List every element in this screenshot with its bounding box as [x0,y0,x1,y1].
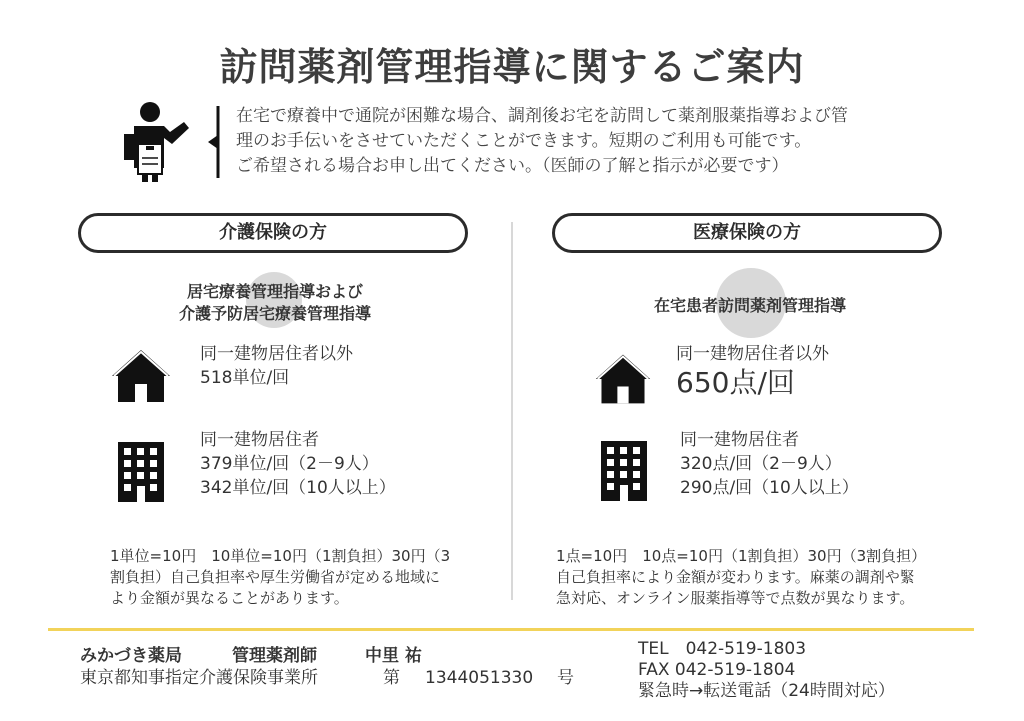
care-building-value-1: 379単位/回（2－9人） [200,454,379,474]
pharmacy-name: みかづき薬局 [80,646,182,666]
building-icon [601,441,647,501]
medical-note-line: 1点=10円 10点=10円（1割負担）30円（3割負担） [556,547,927,565]
medical-note-line: 急対応、オンライン服薬指導等で点数が異なります。 [556,589,915,607]
column-divider [511,222,513,600]
care-subtitle [120,281,430,325]
intro-text [236,104,956,179]
medical-house-value: 650点/回 [676,366,795,399]
care-building-label: 同一建物居住者 [200,430,319,450]
medical-building-value-2: 290点/回（10人以上） [680,478,859,498]
medical-insurance-header: 医療保険の方 [552,213,942,253]
speech-pointer-icon [208,106,224,178]
medical-subtitle: 在宅患者訪問薬剤管理指導 [653,296,846,315]
care-house-label: 同一建物居住者以外 [200,344,353,364]
office-number: 1344051330 [425,668,534,688]
medical-note [556,546,976,609]
intro-line: 在宅で療養中で通院が困難な場合、調剤後お宅を訪問して薬剤服薬指導および管 [236,106,848,126]
building-icon [118,442,164,502]
emergency-contact: 緊急時→転送電話（24時間対応） [638,681,895,701]
footer-accent-line [48,628,974,631]
intro-line: ご希望される場合お申し出てください。（医師の了解と指示が必要です） [236,156,789,176]
pharmacist-role: 管理薬剤師 [232,646,317,666]
pharmacist-figure-icon [120,100,190,182]
medical-building-label: 同一建物居住者 [680,430,799,450]
house-icon [594,352,652,406]
pharmacist-name: 中里 祐 [365,646,422,666]
house-icon [110,348,172,404]
medical-building-value-1: 320点/回（2－9人） [680,454,842,474]
office-label: 東京都知事指定介護保険事業所 [80,668,318,688]
care-subtitle-line: 居宅療養管理指導および [186,282,363,301]
office-number-prefix: 第 [383,668,400,688]
fax-number: FAX 042-519-1804 [638,660,796,680]
care-insurance-header: 介護保険の方 [78,213,468,253]
care-note-line: より金額が異なることがあります。 [110,589,349,607]
care-note-line: 割負担）自己負担率や厚生労働省が定める地域に [110,568,441,586]
page-title: 訪問薬剤管理指導に関するご案内 [219,45,805,89]
tel-number: TEL 042-519-1803 [638,639,807,659]
care-house-value: 518単位/回 [200,368,290,388]
care-note [110,546,500,609]
medical-house-label: 同一建物居住者以外 [676,344,829,364]
care-building-value-2: 342単位/回（10人以上） [200,478,396,498]
medical-note-line: 自己負担率により金額が変わります。麻薬の調剤や緊 [556,568,915,586]
care-note-line: 1単位=10円 10単位=10円（1割負担）30円（3 [110,547,451,565]
office-number-suffix: 号 [557,668,574,688]
intro-line: 理のお手伝いをさせていただくことができます。短期のご利用も可能です。 [236,131,812,151]
care-subtitle-line: 介護予防居宅療養管理指導 [178,304,371,323]
